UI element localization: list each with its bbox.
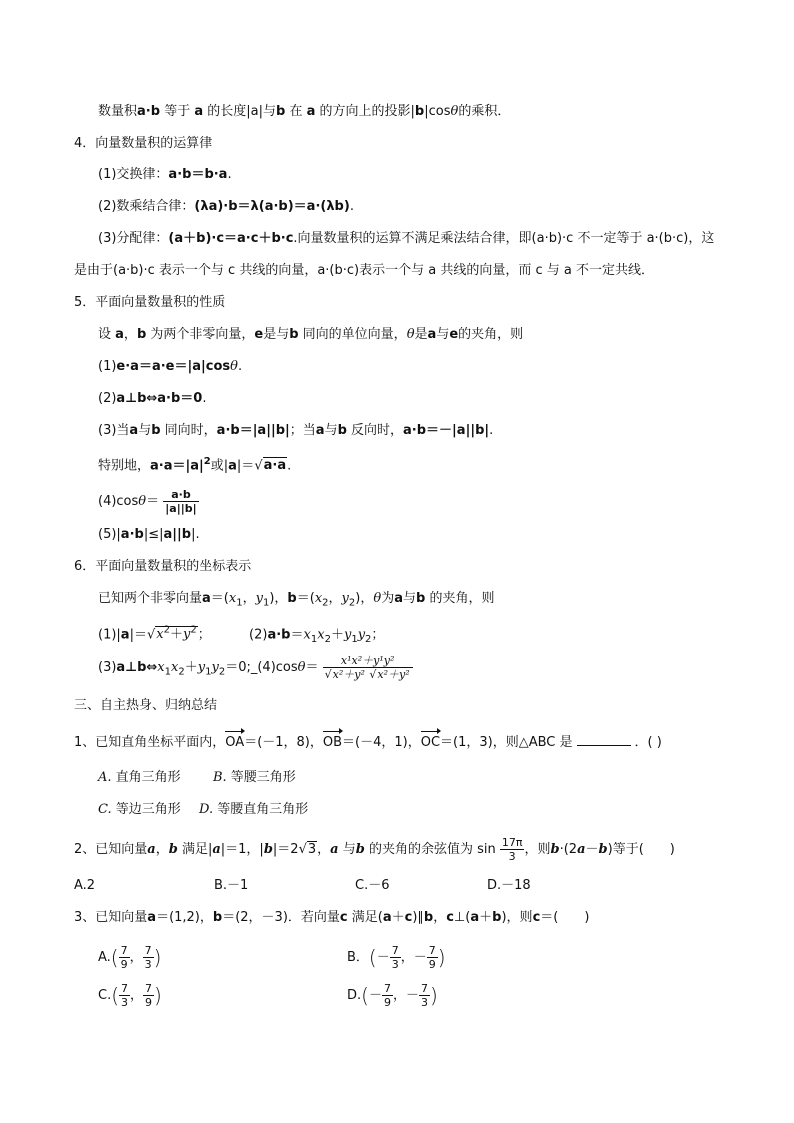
- section-5-title: 5．平面向量数量积的性质: [74, 295, 226, 310]
- question-1-options-cd: [98, 801, 308, 819]
- option-c[interactable]: C. 等边三角形: [98, 802, 181, 817]
- projection-definition: 数量积a·b 等于 a 的长度|a|与b 在 a 的方向上的投影|b|cosθ的乘积．: [98, 104, 511, 119]
- q2-option-b[interactable]: B.－1: [214, 878, 249, 893]
- q3-option-c[interactable]: C.( $\frac{7}{3}$ ， $\frac{7}{9}$ ): [98, 982, 162, 1009]
- q2-option-d[interactable]: D.－18: [487, 878, 531, 893]
- coordinate-3-4: $(3)a\perp b\Leftrightarrow x_1x_2+y_1y_2=0;\_(4)\cos\theta=$ $\frac{\text{x¹x²＋y¹y²}}{\text{√x²＋y² √x²＋y²}}$: [98, 650, 413, 686]
- cos-fraction: $\frac{a\cdot b}{|a||b|}$: [165, 488, 197, 515]
- vector-oc: OC: [420, 735, 441, 750]
- section-6-title: 6．平面向量数量积的坐标表示: [74, 559, 252, 574]
- coordinate-1-2: $(1)|a|=√x^2+y^2$； $(2)a\cdot b=x_1x_2+y_1y_2$；: [98, 625, 385, 645]
- answer-blank[interactable]: [577, 733, 631, 746]
- option-d[interactable]: D. 等腰直角三角形: [199, 802, 309, 817]
- vector-oa: OA: [225, 735, 245, 750]
- section-3-title: 三、自主热身、归纳总结: [74, 698, 218, 713]
- property-2: (2)a⊥b⇔a·b＝0.: [98, 391, 207, 406]
- section-4-title: 4．向量数量积的运算律: [74, 136, 213, 151]
- property-special: 特别地，$a\cdot a=|a|^2$或|a|＝√a·a.: [98, 456, 292, 474]
- option-b[interactable]: B. 等腰三角形: [212, 770, 296, 785]
- property-5: (5)|a·b|≤|a||b|.: [98, 527, 200, 542]
- distributive-law: (3)分配律：(a＋b)·c＝a·c＋b·c.向量数量积的运算不满足乘法结合律，即(a·b)·c 不一定等于 a·(b·c)，这: [98, 231, 715, 246]
- question-3: 3、已知向量a＝(1,2)，b＝(2，－3)．若向量c 满足(a＋c)∥b，c⊥(a＋b)，则c＝( ): [74, 910, 590, 925]
- property-3: (3)当a与b 同向时，a·b＝|a||b|；当a与b 反向时，a·b＝－|a||b|.: [98, 423, 494, 438]
- q3-option-b[interactable]: B．(－ $\frac{7}{3}$ ，－ $\frac{7}{9}$ ): [347, 944, 446, 971]
- question-2: 2、已知向量a，b 满足|a|＝1，|b|＝2√3，a 与b 的夹角的余弦值为 sin $\frac{17\pi}{3}$ ，则b·(2a－b)等于( ): [74, 836, 675, 863]
- coordinate-premise: 已知两个非零向量$a=(x_1$，$y_1$)，$b=(x_2$，$y_2$)，θ为a与b 的夹角，则: [98, 591, 495, 609]
- property-premise: 设 a，b 为两个非零向量，e是与b 同向的单位向量，θ是a与e的夹角，则: [98, 327, 524, 342]
- commutative-law: (1)交换律：a·b＝b·a.: [98, 167, 232, 182]
- distributive-law-explanation: 是由于(a·b)·c 表示一个与 c 共线的向量，a·(b·c)表示一个与 a 共线的向量，而 c 与 a 不一定共线．: [74, 263, 654, 278]
- q3-option-d[interactable]: D.(－ $\frac{7}{9}$ ，－ $\frac{7}{3}$ ): [347, 982, 438, 1009]
- scalar-associative-law: (2)数乘结合律：(λa)·b＝λ(a·b)＝a·(λb).: [98, 199, 354, 214]
- vector-ob: OB: [322, 735, 343, 750]
- cos-coordinate-fraction: $\frac{\text{x¹x²＋y¹y²}}{\text{√x²＋y² √x²＋y²}}$: [323, 654, 413, 681]
- q3-option-a[interactable]: A.( $\frac{7}{9}$ ， $\frac{7}{3}$ ): [98, 944, 162, 971]
- q2-option-c[interactable]: C.－6: [355, 878, 390, 893]
- q2-option-a[interactable]: A.2: [74, 878, 96, 893]
- property-1: (1)e·a＝a·e＝|a|cosθ.: [98, 359, 243, 374]
- question-1: 1、已知直角坐标平面内，OA＝(－1，8)，OB＝(－4，1)，OC＝(1，3)，则△ABC 是 ．( ): [74, 735, 662, 750]
- property-4: (4)cosθ＝ $\frac{a\cdot b}{|a||b|}$: [98, 488, 197, 515]
- question-1-options-ab: [98, 769, 296, 787]
- sin-fraction: $\frac{17\pi}{3}$: [501, 836, 523, 863]
- option-a[interactable]: A. 直角三角形: [98, 770, 181, 785]
